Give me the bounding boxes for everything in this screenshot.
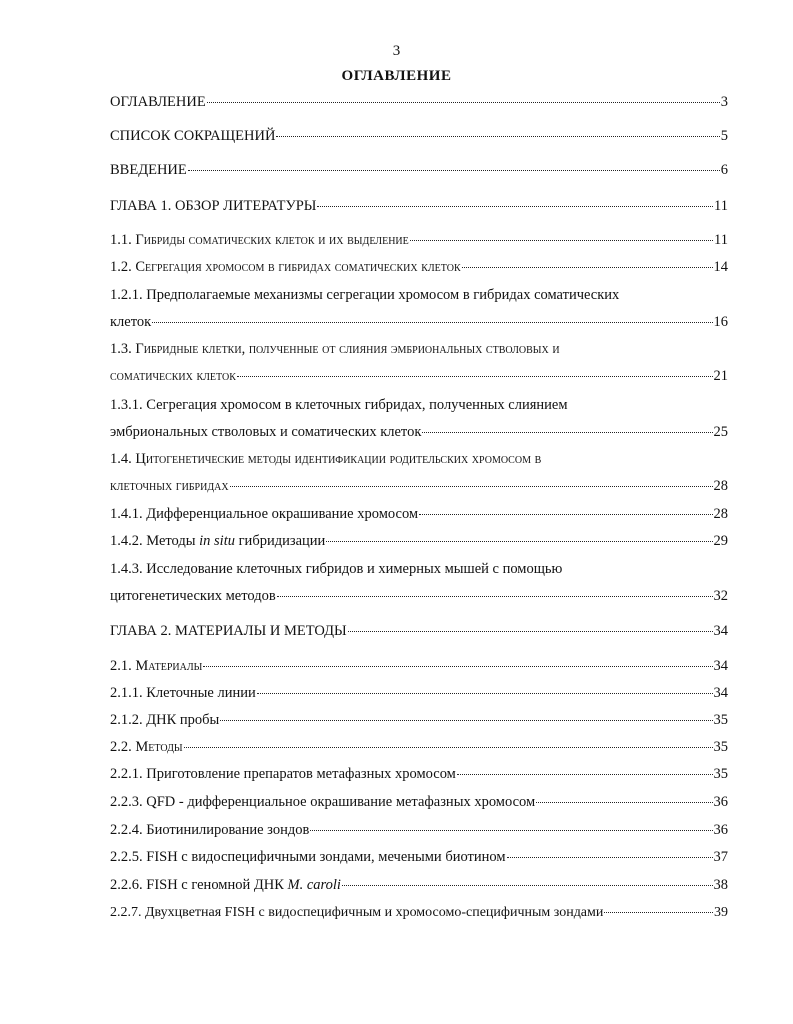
toc-entry-text: СПИСОК СОКРАЩЕНИЙ: [110, 128, 276, 144]
dot-leader: [604, 908, 713, 913]
toc-entry-page: 25: [713, 424, 728, 440]
toc-entry: [110, 905, 728, 925]
toc-entry-text: 1.4. Цитогенетические методы идентификации родительских хромосом в: [110, 451, 542, 467]
toc-entry-text: 2.2.6. FISH с геномной ДНК M. caroli: [110, 877, 341, 893]
dot-leader: [422, 428, 712, 433]
toc-entry-text: 1.4.2. Методы in situ гибридизации: [110, 533, 326, 549]
dot-leader: [277, 592, 713, 597]
toc-entry-page: 34: [713, 623, 728, 639]
toc-entry-page: 16: [713, 314, 728, 330]
toc-entry: [110, 588, 728, 608]
toc-entry: [110, 232, 728, 252]
toc-entry-page: 37: [713, 849, 728, 865]
toc-entry-text: ОГЛАВЛЕНИЕ: [110, 94, 206, 110]
toc-entry-text: ГЛАВА 1. ОБЗОР ЛИТЕРАТУРЫ: [110, 198, 317, 214]
toc-entry-text: 2.1.2. ДНК пробы: [110, 712, 220, 728]
toc-entry: [110, 822, 728, 842]
toc-entry-page: 35: [713, 739, 728, 755]
toc-entry: [110, 658, 728, 678]
toc-entry-text-cont: цитогенетических методов: [110, 588, 276, 604]
toc-entry-page: 14: [713, 259, 728, 275]
toc-entry-text-cont: клеточных гибридах: [110, 478, 229, 494]
toc-entry-page: 39: [714, 905, 728, 920]
toc-entry-text-cont: клеток: [110, 314, 152, 330]
toc-entry: [110, 368, 728, 388]
toc-entry: [110, 478, 728, 498]
toc-entry: [110, 94, 728, 114]
toc-entry: [110, 739, 728, 759]
toc-entry: [110, 623, 728, 643]
page-number: 3: [392, 43, 401, 59]
dot-leader: [348, 627, 713, 632]
dot-leader: [317, 202, 713, 207]
toc-entry: [110, 424, 728, 444]
dot-leader: [507, 853, 713, 858]
toc-entry-first-line: [110, 397, 728, 417]
toc-entry-page: 36: [713, 822, 728, 838]
toc-entry-text: 1.2. Сегрегация хромосом в гибридах соматических клеток: [110, 259, 461, 275]
toc-entry-text: 2.2.5. FISH с видоспецифичными зондами, мечеными биотином: [110, 849, 506, 865]
toc-entry-text: 1.1. Гибриды соматических клеток и их выделение: [110, 232, 409, 248]
toc-entry-page: 21: [713, 368, 728, 384]
dot-leader: [457, 770, 713, 775]
toc-entry-first-line: [110, 287, 728, 307]
toc-entry: [110, 766, 728, 786]
toc-entry-text: 2.1.1. Клеточные линии: [110, 685, 256, 701]
toc-entry-text: ВВЕДЕНИЕ: [110, 162, 187, 178]
toc-entry-page: 38: [713, 877, 728, 893]
toc-entry-page: 3: [720, 94, 728, 110]
toc-entry-text-cont: эмбриональных стволовых и соматических клеток: [110, 424, 422, 440]
toc-entry-page: 5: [720, 128, 728, 144]
toc-entry-page: 34: [713, 658, 728, 674]
toc-entry: [110, 533, 728, 553]
toc-entry-page: 34: [713, 685, 728, 701]
toc-entry-page: 28: [713, 478, 728, 494]
toc-entry-text: 2.2. Методы: [110, 739, 183, 755]
toc-entry-text: 2.2.4. Биотинилирование зондов: [110, 822, 310, 838]
dot-leader: [237, 372, 713, 377]
toc-entry: [110, 128, 728, 148]
toc-entry-page: 36: [713, 794, 728, 810]
toc-entry: [110, 506, 728, 526]
toc-entry-page: 11: [714, 232, 728, 248]
dot-leader: [326, 537, 712, 542]
toc-entry-first-line: [110, 451, 728, 471]
toc-entry-first-line: [110, 561, 728, 581]
toc-entry-text-cont: соматических клеток: [110, 368, 236, 384]
toc-entry-text: 1.2.1. Предполагаемые механизмы сегрегации хромосом в гибридах соматических: [110, 287, 620, 303]
dot-leader: [310, 826, 712, 831]
toc-entry-text: 1.4.1. Дифференциальное окрашивание хромосом: [110, 506, 419, 522]
toc-entry: [110, 162, 728, 182]
toc-entry: [110, 794, 728, 814]
dot-leader: [410, 236, 713, 241]
dot-leader: [342, 881, 713, 886]
dot-leader: [188, 166, 720, 171]
toc-entry-page: 32: [713, 588, 728, 604]
toc-entry-first-line: [110, 341, 728, 361]
dot-leader: [462, 263, 713, 268]
toc-entry-page: 35: [713, 712, 728, 728]
dot-leader: [203, 662, 712, 667]
toc-entry-page: 28: [713, 506, 728, 522]
toc-entry: [110, 849, 728, 869]
toc-entry-text: 2.1. Материалы: [110, 658, 203, 674]
dot-leader: [276, 132, 719, 137]
toc-entry-text: 2.2.1. Приготовление препаратов метафазных хромосом: [110, 766, 456, 782]
toc-entry-text: 1.3.1. Сегрегация хромосом в клеточных гибридах, полученных слиянием: [110, 397, 568, 413]
toc-entry: [110, 712, 728, 732]
toc-entry: [110, 259, 728, 279]
dot-leader: [207, 98, 720, 103]
toc-entry-page: 29: [713, 533, 728, 549]
dot-leader: [536, 798, 712, 803]
dot-leader: [230, 482, 713, 487]
toc-entry-text: 2.2.3. QFD - дифференциальное окрашивание метафазных хромосом: [110, 794, 536, 810]
page-title: ОГЛАВЛЕНИЕ: [341, 68, 452, 84]
dot-leader: [152, 318, 712, 323]
toc-entry: [110, 685, 728, 705]
toc-entry: [110, 314, 728, 334]
toc-entry-text: 1.3. Гибридные клетки, полученные от слияния эмбриональных стволовых и: [110, 341, 560, 357]
toc-entry-page: 11: [714, 198, 728, 214]
toc-entry-page: 6: [720, 162, 728, 178]
dot-leader: [184, 743, 713, 748]
toc-entry-text: ГЛАВА 2. МАТЕРИАЛЫ И МЕТОДЫ: [110, 623, 347, 639]
toc-entry: [110, 877, 728, 897]
dot-leader: [419, 510, 712, 515]
toc-entry-text: 2.2.7. Двухцветная FISH с видоспецифичным и хромосомо-специфичным зондами: [110, 905, 604, 920]
dot-leader: [257, 689, 713, 694]
toc-entry: [110, 198, 728, 218]
dot-leader: [220, 716, 712, 721]
toc-entry-text: 1.4.3. Исследование клеточных гибридов и химерных мышей с помощью: [110, 561, 563, 577]
toc-entry-page: 35: [713, 766, 728, 782]
